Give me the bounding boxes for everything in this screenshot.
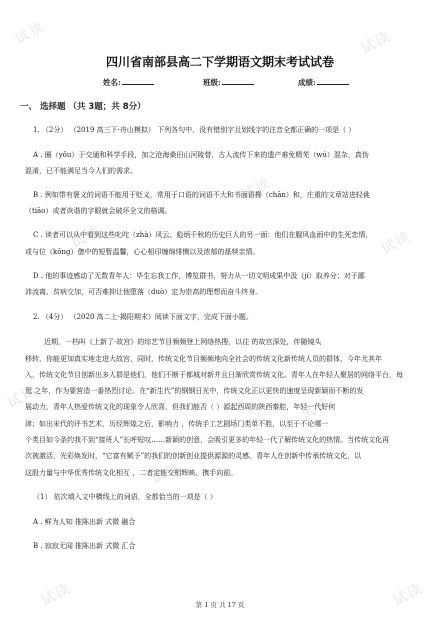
passage-line: 移转，你能更加真实地走进大故宫，同时，传统文化节目频频地向全社会的传统文化新传统人员的群体，今年尤其年	[25, 355, 382, 363]
question-line: 1. （2分） （2019 高三下·舟山模拟） 下列各句中，没有错别字且划线字的注音全都正确的一项是（ ）	[33, 126, 356, 134]
passage-line: 个类目如今条约我不到“接班人”长呼短叹……新颖的创意，会吸引更多的年轻一代了解传统文化的热情。当传统文化再	[25, 436, 390, 444]
page-footer: 第 1 页 共 17 页	[195, 601, 245, 609]
passage-line: 逛 之年，作为要营造一番热烈讨论。在“新生代”的钢钢日光中，传统文化正以更快的速度呈现新颖而不断的发	[25, 387, 364, 395]
option-line: B . 寂寂无闻 推陈出新 式微 汇合	[33, 542, 136, 550]
sub-question-line: （1） 依次填入文中横线上的词语，全都恰当的一项是（ ）	[33, 493, 217, 501]
watermark: 试读	[4, 382, 41, 412]
name-label: 姓名:	[103, 78, 121, 87]
option-line: A . 圈（yǒu）于交通和科学手段，加之沧海桑田山河陵替，古人流传下来的遗产难免精芜（wú）混杂，真伪	[33, 151, 369, 159]
option-line: A . 鲜为人知 推陈出新 式微 融合	[33, 518, 136, 526]
watermark: 试读	[38, 580, 75, 610]
score-label: 成绩:	[298, 78, 316, 87]
passage-line: 展动力，青年人热爱传统文化的现象令人欣喜，但我们能否（ ）源起西周的陕西秦腔，年轻一代好何	[25, 403, 336, 411]
watermark: 试读	[238, 174, 275, 204]
passage-line: 入，传统文化节目创新出多人群是他们，他们不断于都城对新井且日渐欣赏传统文化。青年人在年轻人聚居的网络平台，每	[25, 371, 403, 379]
passage-line: 近期，一档叫《上新了·故宫》的综艺节目频频登上网络热搜，以往 的故宫深处，伴随镜头	[44, 338, 322, 346]
class-field	[203, 76, 254, 88]
watermark: 试读	[358, 28, 395, 58]
option-line: 混淆，已不能满足当今人们的需求。	[25, 167, 137, 175]
option-line: （tiāo）或者诙谐的字眼就会破坏全文的格调。	[25, 207, 172, 215]
passage-line: 津；如出宋代的评书艺术，历经辉煌之后，影响力 ，传统手工艺剧场门类单不胜，以至于不论哪一	[25, 420, 329, 428]
name-field	[103, 76, 154, 88]
passage-line: 这股力量与中华优秀传统文化相互 ，二者定能交相辉映、携手向前。	[25, 469, 238, 477]
score-blank	[317, 76, 349, 85]
watermark: 试读	[148, 458, 185, 488]
option-line: B . 例如带有褒义的词语不能用于贬义，常用于口语的词语不大和书面语搀（chān）和，庄重的文章站进轻佻	[33, 191, 370, 199]
passage-line: 次被激活，光彩焕发时，“它富有赋予”的我们的创新创业提供源源的灵感。青年人在创新中传承传统文化，以	[25, 452, 362, 460]
score-field	[298, 76, 349, 88]
watermark: 试读	[390, 580, 427, 610]
option-line: C . 读者可以从中看到这些叱咤（zhà）风云、彪炳千秋的历史巨人的另一面：他们在腥风血雨中的生死恋情，	[33, 231, 373, 239]
watermark: 试读	[378, 228, 415, 258]
watermark: 试读	[68, 222, 105, 252]
class-blank	[222, 76, 254, 85]
page-title: 四川省南部县高二下学期语文期末考试试卷	[105, 55, 334, 69]
option-line: 沛流离、贫病交加，可否难抑让他堕落（duò）定为崇高的理想而奋斗终身。	[25, 288, 263, 296]
option-line: 或与位（kōng）偬中的短暂温馨，心心相印缠绵悱恻以及浓郁的舐犊亲情。	[25, 248, 260, 256]
watermark: 试读	[12, 18, 49, 48]
watermark: 试读	[298, 394, 335, 424]
section-heading: 一、 选择题 （共 3题；共 8分）	[20, 102, 146, 112]
name-blank	[122, 76, 154, 85]
class-label: 班级:	[203, 78, 221, 87]
question-line: 2. （4分） （2020 高二上·揭阳期末）阅读下面文字，完成下面小题。	[33, 313, 253, 321]
option-line: D . 他的事迹感动了无数青年人：毕生忘我工作，博览群书，努力从一切文明成果中汲（jí）取养分；对于鄙	[33, 272, 365, 280]
